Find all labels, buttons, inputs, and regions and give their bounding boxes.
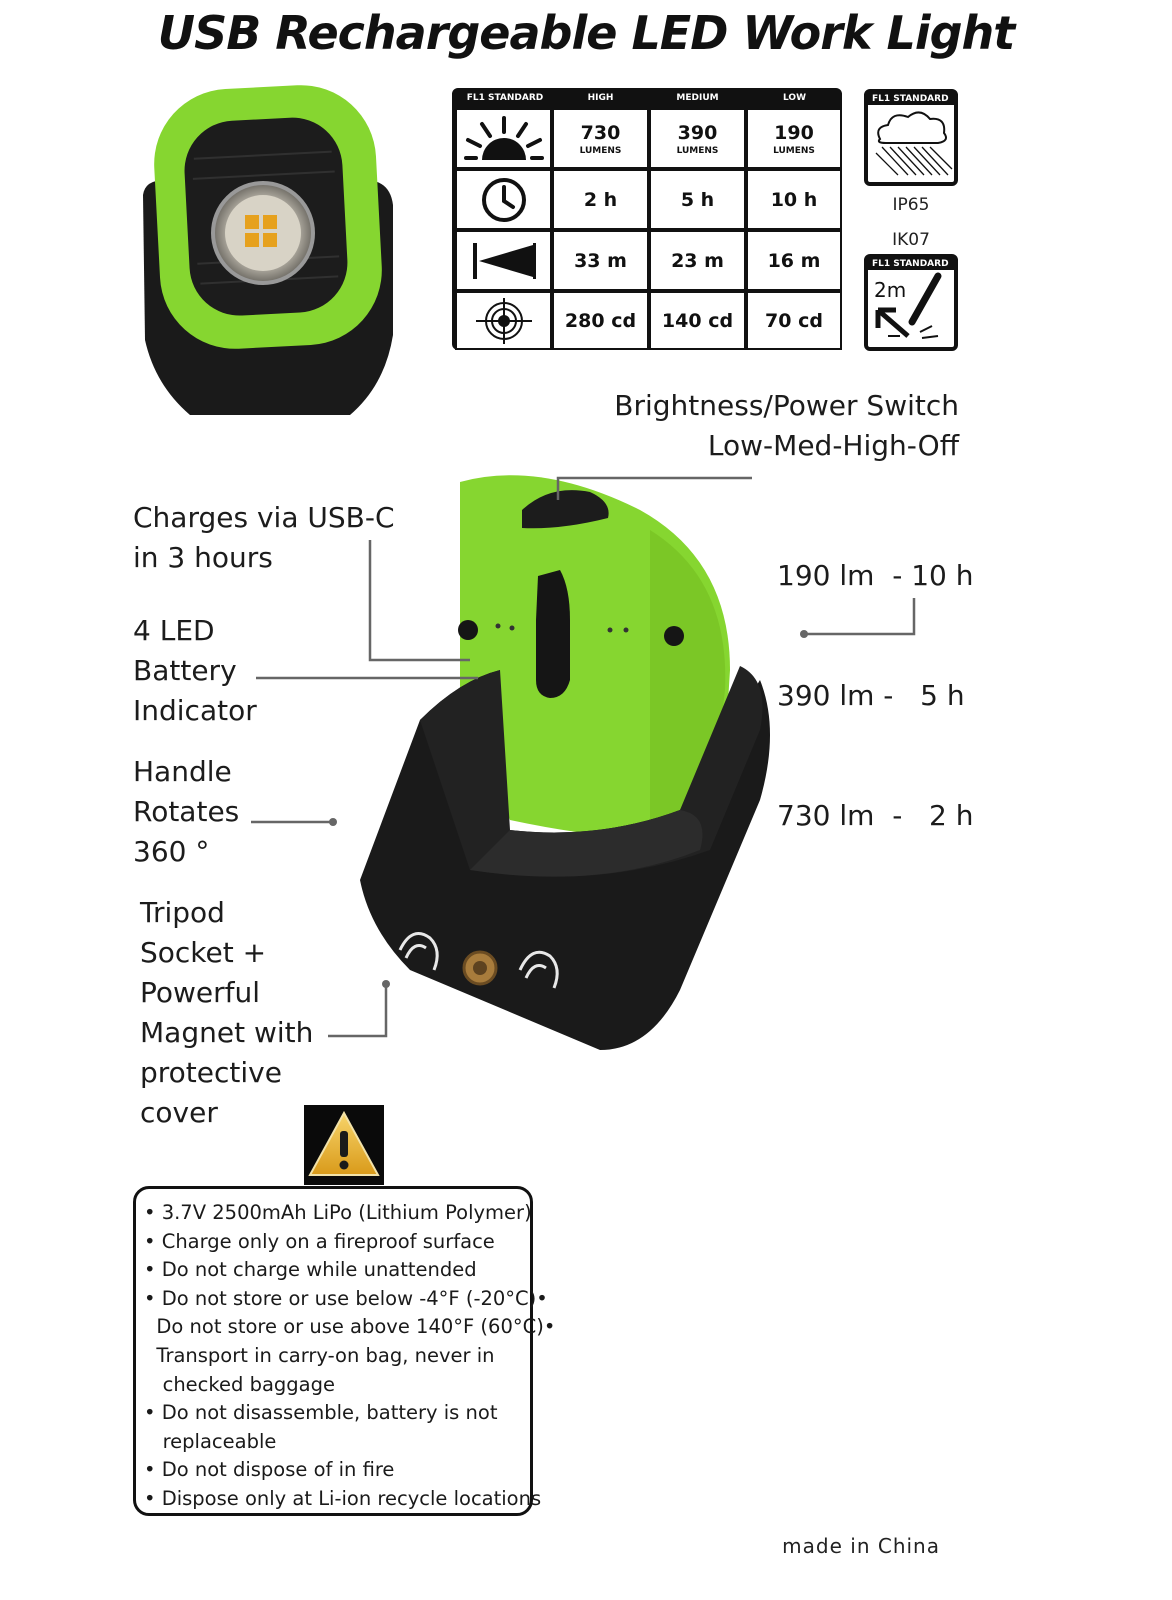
lumens-low: 190 <box>774 121 814 144</box>
warning-line: • Do not dispose of in fire <box>144 1458 395 1482</box>
tripod-callout-line: protective <box>140 1056 282 1089</box>
drop-height: 2m <box>874 278 907 302</box>
warning-line: checked baggage <box>144 1372 335 1396</box>
distance-low: 16 m <box>767 249 821 272</box>
battery-callout-line: 4 LED <box>133 614 215 647</box>
tripod-callout-line: Socket + <box>140 936 267 969</box>
warning-line: Transport in carry-on bag, never in <box>144 1343 495 1367</box>
handle-callout-line: Handle <box>133 755 232 788</box>
warning-line: • Dispose only at Li-ion recycle locations <box>144 1486 542 1510</box>
runtime-low: 10 h <box>770 188 818 211</box>
modes-callout <box>777 476 973 876</box>
page-title: USB Rechargeable LED Work Light <box>157 6 1015 60</box>
warning-line: • Do not store or use below -4°F (-20°C)• <box>144 1286 548 1310</box>
intensity-high: 280 cd <box>564 309 637 332</box>
distance-medium: 23 m <box>671 249 724 272</box>
intensity-low: 70 cd <box>765 309 823 332</box>
lumens-unit: LUMENS <box>773 145 815 156</box>
impact-badge-header: FL1 STANDARD <box>868 258 954 270</box>
lumens-unit: LUMENS <box>676 145 719 156</box>
switch-callout <box>614 386 959 466</box>
tripod-callout-line: Tripod <box>140 896 225 929</box>
battery-callout-line: Battery <box>133 654 237 687</box>
runtime-high: 2 h <box>583 188 618 211</box>
tripod-callout-line: Magnet with <box>140 1016 314 1049</box>
warning-line: • Do not charge while unattended <box>144 1258 477 1282</box>
warning-line: replaceable <box>144 1429 277 1453</box>
handle-callout <box>133 752 239 872</box>
warning-line: • Charge only on a fireproof surface <box>144 1229 495 1253</box>
battery-warning-box <box>133 1186 556 1516</box>
column-low: LOW <box>783 93 806 103</box>
warning-triangle-icon <box>304 1105 384 1185</box>
ip-rating-label: IP65 <box>892 195 930 215</box>
handle-callout-line: 360 ° <box>133 835 210 868</box>
battery-callout-line: Indicator <box>133 694 257 727</box>
charge-callout <box>133 498 395 578</box>
column-high: HIGH <box>587 93 614 103</box>
handle-callout-line: Rotates <box>133 795 240 828</box>
warning-line: • Do not disassemble, battery is not <box>144 1401 498 1425</box>
tripod-callout-line: Powerful <box>140 976 261 1009</box>
mode-line-low: 190 lm - 10 h <box>777 559 974 592</box>
warning-line: • 3.7V 2500mAh LiPo (Lithium Polymer) <box>144 1201 532 1224</box>
lumens-medium: 390 <box>677 121 718 144</box>
switch-callout-line: Brightness/Power Switch <box>614 389 959 422</box>
tripod-callout <box>140 893 313 1133</box>
column-medium: MEDIUM <box>676 93 719 103</box>
distance-high: 33 m <box>574 249 627 272</box>
tripod-callout-line: cover <box>140 1096 218 1129</box>
origin-label: made in China <box>782 1534 940 1558</box>
warning-line: Do not store or use above 140°F (60°C)• <box>144 1315 556 1339</box>
intensity-medium: 140 cd <box>661 309 734 332</box>
lumens-high: 730 <box>580 121 621 144</box>
ik-rating-label: IK07 <box>892 230 930 250</box>
charge-callout-line: in 3 hours <box>133 541 273 574</box>
standard-label: FL1 STANDARD <box>466 93 544 103</box>
water-badge-header: FL1 STANDARD <box>868 93 954 105</box>
runtime-medium: 5 h <box>680 188 715 211</box>
charge-callout-line: Charges via USB-C <box>133 501 395 534</box>
battery-callout <box>133 611 257 731</box>
mode-line-medium: 390 lm - 5 h <box>777 679 965 712</box>
mode-line-high: 730 lm - 2 h <box>777 799 974 832</box>
switch-callout-line: Low-Med-High-Off <box>707 429 959 462</box>
lumens-unit: LUMENS <box>579 145 622 156</box>
